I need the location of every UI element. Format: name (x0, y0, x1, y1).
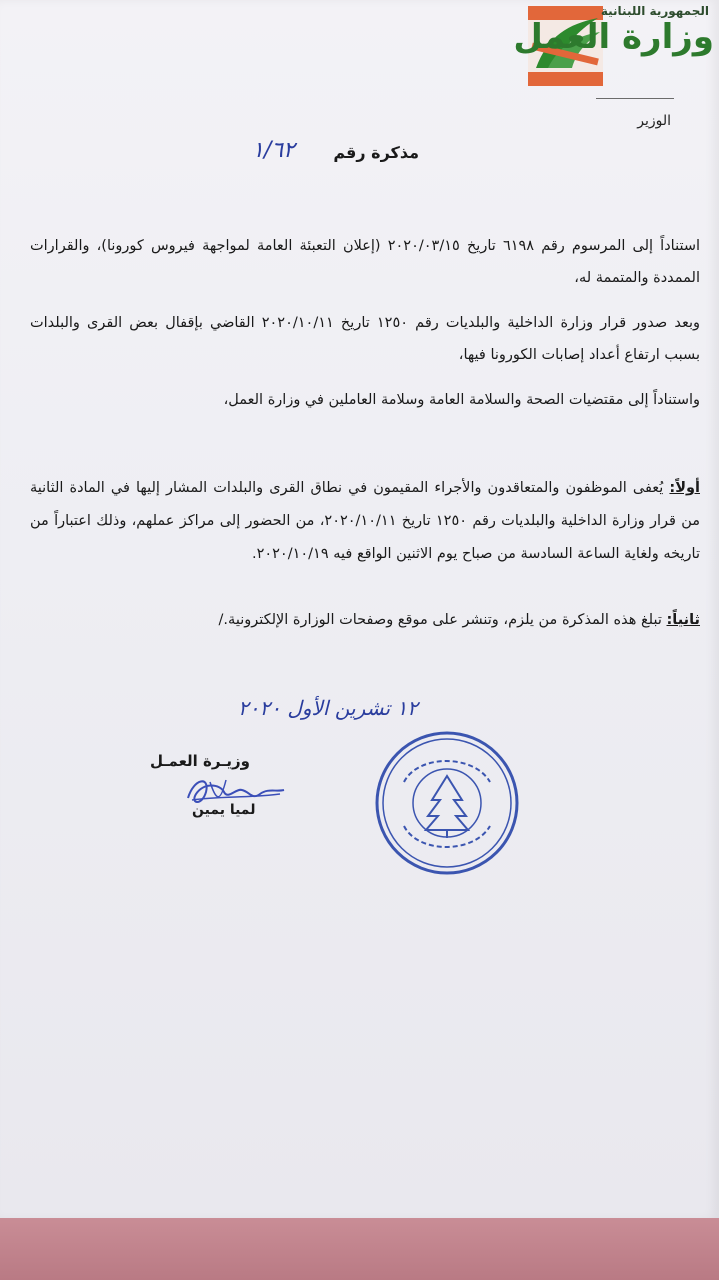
signatory-name: لميا يمين (192, 802, 256, 818)
handwritten-date: ١٢ تشرين الأول ٢٠٢٠ (238, 696, 418, 720)
stamp-text (0, 0, 1, 1)
official-stamp-icon (374, 730, 520, 876)
article-first-lead: أولاً: (669, 480, 700, 496)
paragraph-interior-decision: وبعد صدور قرار وزارة الداخلية والبلديات رقم ١٢٥٠ تاريخ ٢٠٢٠/١٠/١١ القاضي بإقفال بعض القرى والبلدات بسبب ارتفاع أعداد إصابات الكورونا فيها، (30, 315, 700, 363)
paragraph-decree: استناداً إلى المرسوم رقم ٦١٩٨ تاريخ ٢٠٢٠/٠٣/١٥ (إعلان التعبئة العامة لمواجهة فيروس كورونا)، والقرارات الممددة والمتممة له، (30, 238, 701, 286)
paragraph-health-safety: واستناداً إلى مقتضيات الصحة والسلامة العامة وسلامة العاملين في وزارة العمل، (223, 392, 700, 408)
signatory-title: وزيـرة العمـل (150, 752, 250, 770)
ministry-name: وزارة العمل (513, 17, 714, 57)
article-second (30, 604, 700, 636)
memo-number: ١/٦٢ (252, 138, 295, 163)
minister-label: الوزير (637, 113, 671, 129)
article-second-text: تبلغ هذه المذكرة من يلزم، وتنشر على موقع وصفحات الوزارة الإلكترونية./ (218, 612, 667, 628)
background-surface (0, 1218, 719, 1280)
article-first-text: يُعفى الموظفون والمتعاقدون والأجراء المقيمون في نطاق القرى والبلدات المشار إليها في المادة الثانية من قرار وزارة الداخلية والبلديات رقم ١٢٥٠ تاريخ ٢٠٢٠/١٠/١١، من الحضور إلى مراكز عملهم، وذلك اعتباراً من تاريخه ولغاية الساعة السادسة من صباح يوم الاثنين الواقع فيه ٢٠٢٠/١٠/١٩. (30, 480, 701, 562)
article-first (30, 472, 700, 571)
article-second-lead: ثانياً: (666, 612, 700, 628)
memo-title: مذكرة رقم (333, 143, 419, 162)
republic-label: الجمهورية اللبنانية (600, 4, 709, 18)
header-divider (596, 98, 674, 99)
